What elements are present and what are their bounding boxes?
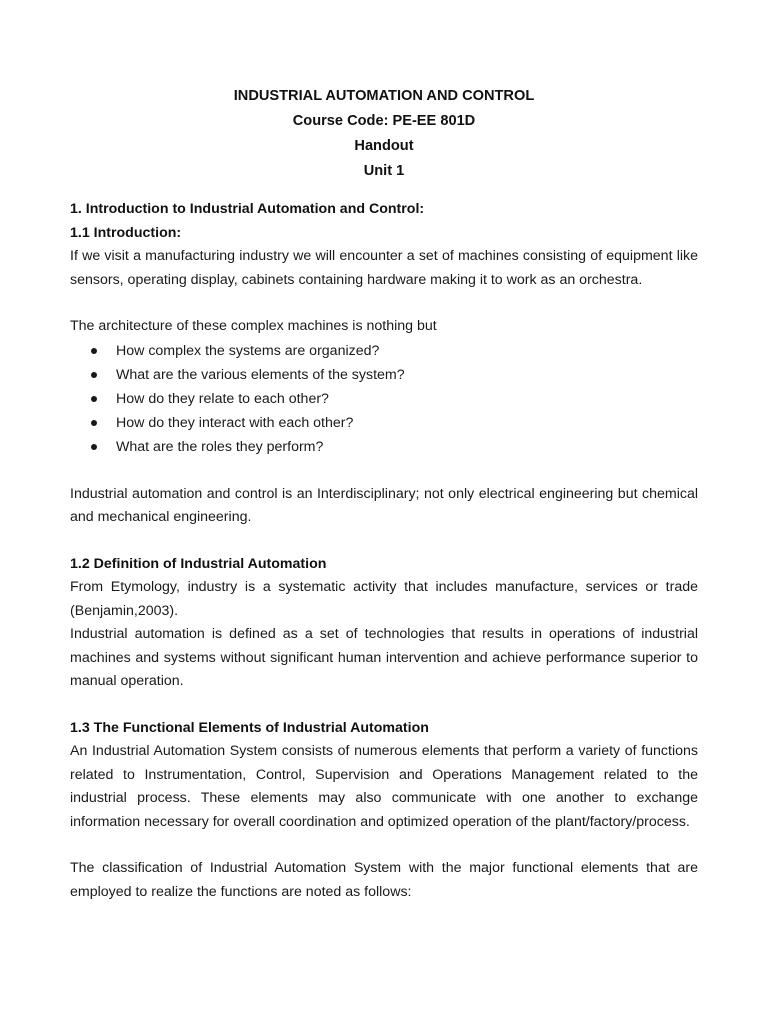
section-1-2-heading: 1.2 Definition of Industrial Automation	[70, 555, 327, 572]
list-item	[70, 411, 698, 435]
list-item	[70, 339, 698, 363]
unit-label: Unit 1	[363, 163, 405, 179]
etymology-paragraph: From Etymology, industry is a systematic activity that includes manufacture, services or trade (Benjamin,2003).	[70, 579, 698, 619]
functional-elements-paragraph: An Industrial Automation System consists of numerous elements that perform a variety of functions related to Instrumentation, Control, Supervision and Operations Management related to the industrial process. These elements may also communicate with one another to exchange information necessary for overall coordination and optimized operation of the plant/factory/process.	[70, 743, 698, 830]
bullet-icon	[91, 444, 97, 450]
list-item-text: What are the roles they perform?	[116, 438, 324, 455]
course-code: Course Code: PE-EE 801D	[292, 113, 476, 129]
list-item-text: What are the various elements of the system?	[116, 366, 405, 383]
bullet-icon	[91, 348, 97, 354]
architecture-paragraph: The architecture of these complex machines is nothing but	[70, 318, 437, 334]
list-item-text: How do they relate to each other?	[116, 390, 329, 407]
list-item-text: How do they interact with each other?	[116, 414, 354, 431]
architecture-question-list	[70, 339, 698, 459]
handout-label: Handout	[354, 138, 414, 154]
section-1-1-heading: 1.1 Introduction:	[70, 224, 182, 241]
list-item-text: How complex the systems are organized?	[116, 342, 380, 359]
intro-paragraph: If we visit a manufacturing industry we will encounter a set of machines consisting of equipment like sensors, operating display, cabinets containing hardware making it to work as an orchestra.	[70, 248, 698, 288]
bullet-icon	[91, 420, 97, 426]
section-1-heading: 1. Introduction to Industrial Automation and Control:	[70, 201, 425, 217]
section-1-3-heading: 1.3 The Functional Elements of Industrial Automation	[70, 719, 429, 736]
list-item	[70, 435, 698, 459]
bullet-icon	[91, 396, 97, 402]
list-item	[70, 363, 698, 387]
definition-paragraph: Industrial automation is defined as a set of technologies that results in operations of industrial machines and systems without significant human intervention and achieve performance superior to manual operation.	[70, 626, 698, 689]
list-item	[70, 387, 698, 411]
title-block	[70, 84, 698, 184]
bullet-icon	[91, 372, 97, 378]
interdisciplinary-paragraph: Industrial automation and control is an Interdisciplinary; not only electrical engineering but chemical and mechanical engineering.	[70, 485, 698, 525]
document-page	[70, 84, 698, 904]
classification-paragraph: The classification of Industrial Automation System with the major functional elements that are employed to realize the functions are noted as follows:	[70, 860, 698, 900]
document-title: INDUSTRIAL AUTOMATION AND CONTROL	[233, 88, 535, 104]
